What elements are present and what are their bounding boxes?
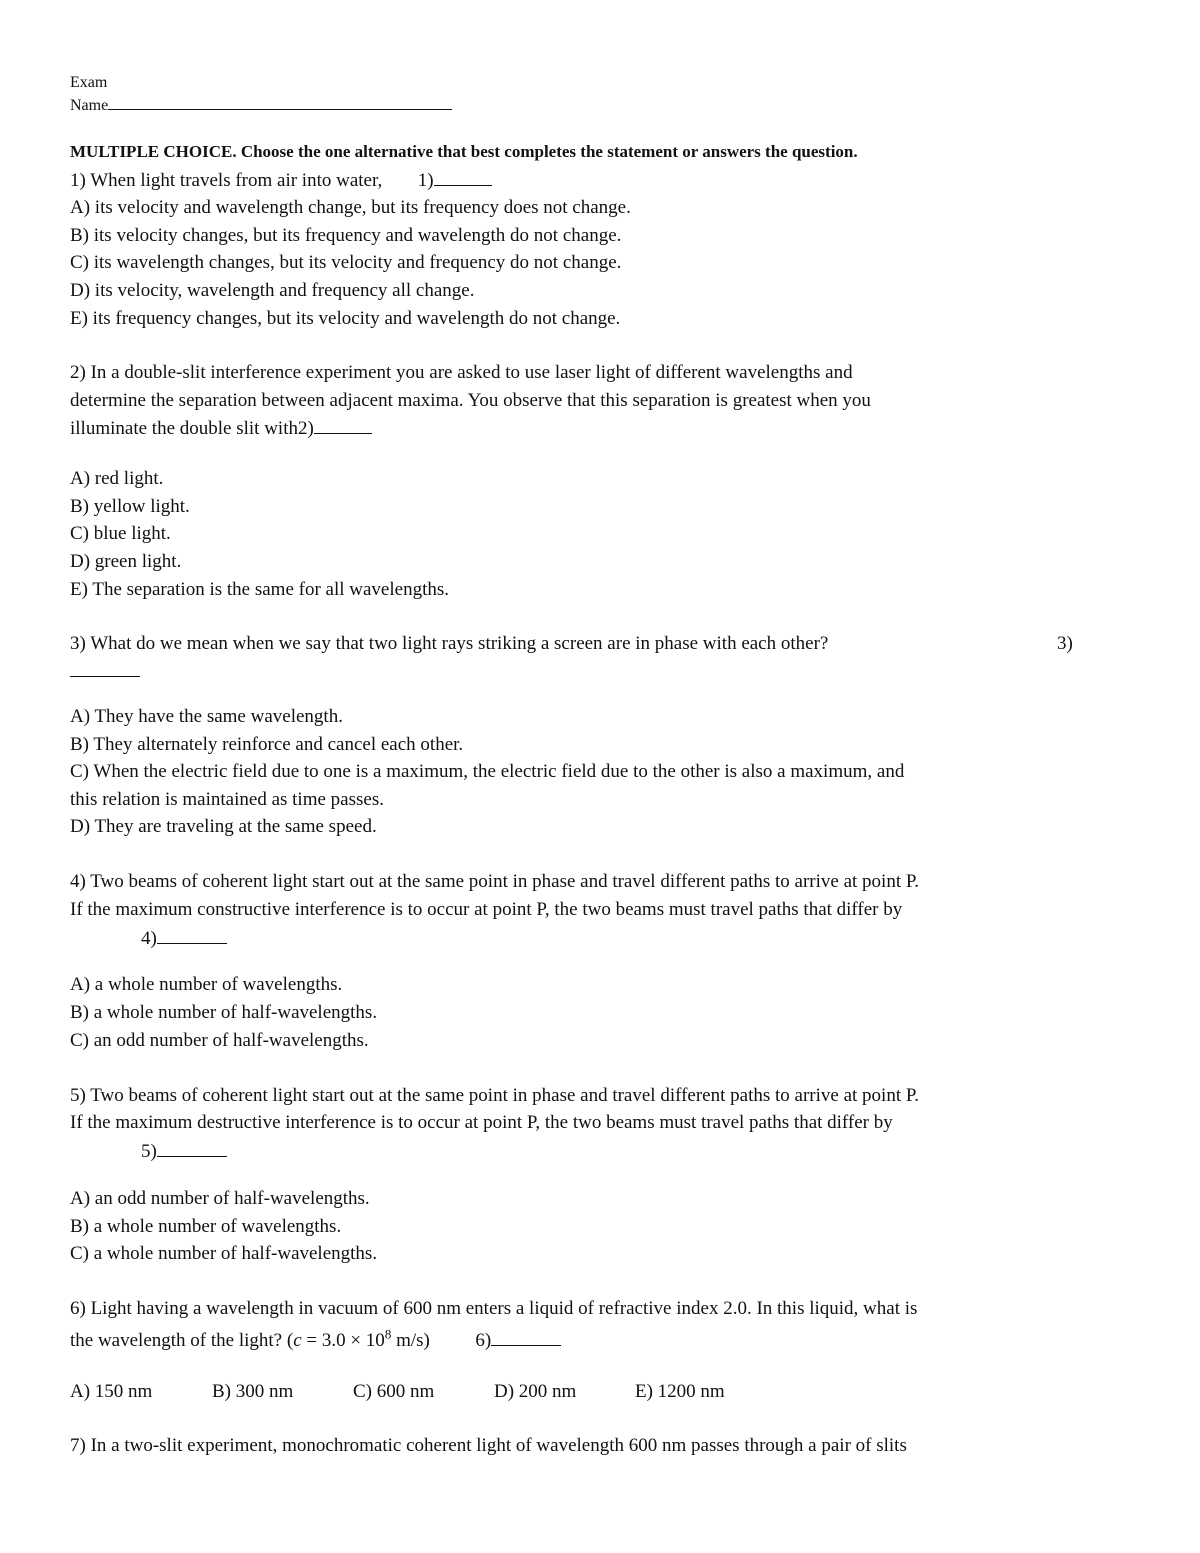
question-6-answer-blank[interactable] xyxy=(491,1328,561,1346)
question-7-stem-line-1: 7) In a two-slit experiment, monochromatic coherent light of wavelength 600 nm passes through a pair of slits xyxy=(70,1435,907,1456)
question-6-stem-mid: = 3.0 × 10 xyxy=(301,1330,385,1351)
question-5-option-b: B) a whole number of wavelengths. xyxy=(70,1216,342,1237)
question-3-option-c: C) When the electric field due to one is a maximum, the electric field due to the other is also a maximum, and xyxy=(70,761,905,782)
question-1-option-d: D) its velocity, wavelength and frequency all change. xyxy=(70,280,475,301)
question-2-option-c: C) blue light. xyxy=(70,523,171,544)
question-6-option-a: A) 150 nm xyxy=(70,1381,153,1402)
question-5-stem-line-2: If the maximum destructive interference is to occur at point P, the two beams must travel paths that differ by xyxy=(70,1112,893,1133)
question-1-option-a: A) its velocity and wavelength change, but its frequency does not change. xyxy=(70,197,631,218)
question-1-option-b: B) its velocity changes, but its frequency and wavelength do not change. xyxy=(70,225,622,246)
question-5-option-a: A) an odd number of half-wavelengths. xyxy=(70,1188,370,1209)
question-3-answer-row xyxy=(70,659,140,684)
question-2-stem-row xyxy=(70,416,372,441)
question-3-option-b: B) They alternately reinforce and cancel each other. xyxy=(70,734,464,755)
question-6-option-d: D) 200 nm xyxy=(494,1381,577,1402)
question-3-stem: 3) What do we mean when we say that two light rays striking a screen are in phase with each other? xyxy=(70,633,829,654)
question-2-stem-line-2: determine the separation between adjacent maxima. You observe that this separation is greatest when you xyxy=(70,390,871,411)
question-4-option-b: B) a whole number of half-wavelengths. xyxy=(70,1002,378,1023)
question-3-answer-label: 3) xyxy=(1057,633,1073,654)
question-2-option-e: E) The separation is the same for all wavelengths. xyxy=(70,579,449,600)
question-3-answer-blank[interactable] xyxy=(70,659,140,677)
question-1-stem: 1) When light travels from air into water, xyxy=(70,170,383,191)
question-6-answer-label: 6) xyxy=(475,1330,492,1351)
question-4-stem-line-1: 4) Two beams of coherent light start out at the same point in phase and travel different paths to arrive at point P. xyxy=(70,871,920,892)
question-4-answer-row xyxy=(141,926,227,951)
question-6-stem-pre: the wavelength of the light? ( xyxy=(70,1330,294,1351)
question-5-answer-row xyxy=(141,1139,227,1164)
question-3-option-a: A) They have the same wavelength. xyxy=(70,706,343,727)
question-4-stem-line-2: If the maximum constructive interference is to occur at point P, the two beams must travel paths that differ by xyxy=(70,899,903,920)
question-4-answer-blank[interactable] xyxy=(157,926,227,944)
name-row xyxy=(70,94,452,118)
question-6-option-c: C) 600 nm xyxy=(353,1381,435,1402)
question-4-answer-label: 4) xyxy=(141,928,157,949)
name-field-line[interactable] xyxy=(108,95,452,110)
question-6-stem-c: c xyxy=(293,1330,302,1351)
question-2-option-d: D) green light. xyxy=(70,551,182,572)
question-6-stem-post: m/s) xyxy=(391,1330,430,1351)
question-6-stem-exp: 8 xyxy=(384,1326,392,1342)
question-5-stem-line-1: 5) Two beams of coherent light start out at the same point in phase and travel different paths to arrive at point P. xyxy=(70,1085,920,1106)
question-5-answer-label: 5) xyxy=(141,1141,157,1162)
question-1-option-c: C) its wavelength changes, but its velocity and frequency do not change. xyxy=(70,252,622,273)
question-1-answer-label: 1) xyxy=(417,170,434,191)
question-3-option-d: D) They are traveling at the same speed. xyxy=(70,816,377,837)
question-2-answer-blank[interactable] xyxy=(314,416,372,434)
exam-label: Exam xyxy=(70,74,108,91)
question-6-option-e: E) 1200 nm xyxy=(635,1381,725,1402)
question-1-option-e: E) its frequency changes, but its velocity and wavelength do not change. xyxy=(70,308,621,329)
instructions: MULTIPLE CHOICE. Choose the one alternative that best completes the statement or answers the question. xyxy=(70,142,858,161)
question-4-option-a: A) a whole number of wavelengths. xyxy=(70,974,343,995)
question-1-stem-row xyxy=(70,168,492,193)
question-2-option-b: B) yellow light. xyxy=(70,496,190,517)
question-3-option-c-continued: this relation is maintained as time passes. xyxy=(70,789,384,810)
question-6-stem-line-1: 6) Light having a wavelength in vacuum of 600 nm enters a liquid of refractive index 2.0. In this liquid, what is xyxy=(70,1298,918,1319)
question-2-answer-label: 2) xyxy=(297,418,314,439)
question-5-option-c: C) a whole number of half-wavelengths. xyxy=(70,1243,378,1264)
name-label: Name xyxy=(70,97,109,114)
question-6-option-b: B) 300 nm xyxy=(212,1381,294,1402)
question-4-option-c: C) an odd number of half-wavelengths. xyxy=(70,1030,369,1051)
question-2-stem-line-3: illuminate the double slit with xyxy=(70,418,298,439)
question-1-answer-blank[interactable] xyxy=(434,168,492,186)
question-2-stem-line-1: 2) In a double-slit interference experiment you are asked to use laser light of different wavelengths and xyxy=(70,362,853,383)
question-5-answer-blank[interactable] xyxy=(157,1139,227,1157)
question-2-option-a: A) red light. xyxy=(70,468,164,489)
question-6-stem-row xyxy=(70,1328,561,1353)
